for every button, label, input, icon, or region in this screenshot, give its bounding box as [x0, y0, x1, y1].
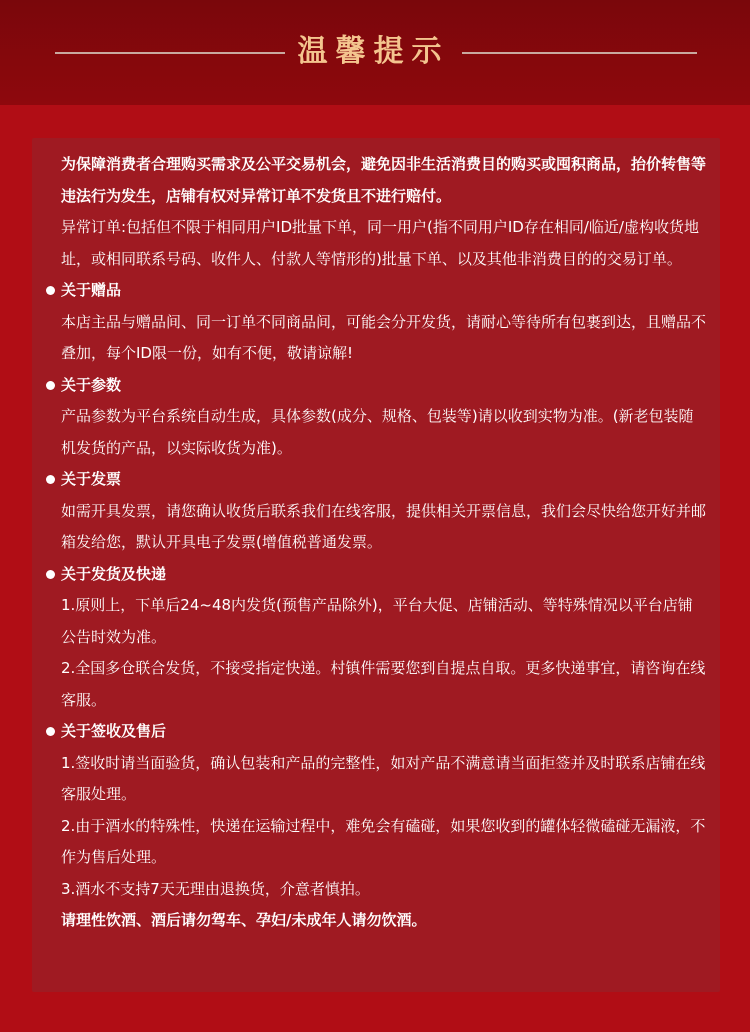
bullet-icon [46, 286, 55, 295]
header-divider-left [55, 52, 285, 54]
section-title-aftersale: 关于签收及售后 [61, 716, 706, 748]
section-title-invoice: 关于发票 [61, 464, 706, 496]
section-text-params: 产品参数为平台系统自动生成，具体参数(成分、规格、包装等)请以收到实物为准。(新老包装随机发货的产品，以实际收货为准)。 [61, 407, 694, 457]
section-text-aftersale-1: 1.签收时请当面验货，确认包装和产品的完整性，如对产品不满意请当面拒签并及时联系店铺在线客服处理。 [61, 753, 706, 803]
header-divider-right [462, 52, 697, 54]
section-text-shipping-2: 2.全国多仓联合发货，不接受指定快递。村镇件需要您到自提点自取。更多快递事宜，请咨询在线客服。 [61, 659, 706, 709]
bullet-icon [46, 570, 55, 579]
section-text-aftersale-3: 3.酒水不支持7天无理由退换货，介意者慎拍。 [61, 879, 370, 898]
intro-bold-text: 为保障消费者合理购买需求及公平交易机会，避免因非生活消费目的购买或囤积商品，抬价转售等违法行为发生，店铺有权对异常订单不发货且不进行赔付。 [61, 155, 707, 205]
intro-text: 异常订单:包括但不限于相同用户ID批量下单，同一用户(指不同用户ID存在相同/临近/虚构收货地址，或相同联系号码、收件人、付款人等情形的)批量下单、以及其他非消费目的的交易订单。 [61, 218, 699, 268]
section-title-shipping: 关于发货及快递 [61, 559, 706, 591]
bullet-icon [46, 475, 55, 484]
bullet-icon [46, 727, 55, 736]
section-text-invoice: 如需开具发票，请您确认收货后联系我们在线客服，提供相关开票信息，我们会尽快给您开好并邮箱发给您，默认开具电子发票(增值税普通发票。 [61, 501, 707, 551]
bullet-icon [46, 381, 55, 390]
section-title-params: 关于参数 [61, 370, 706, 402]
section-text-shipping-1: 1.原则上，下单后24~48内发货(预售产品除外)，平台大促、店铺活动、等特殊情况以平台店铺公告时效为准。 [61, 596, 693, 646]
page-title: 温馨提示 [297, 34, 450, 69]
section-text-aftersale-2: 2.由于酒水的特殊性，快递在运输过程中，难免会有磕碰，如果您收到的罐体轻微磕碰无漏液，不作为售后处理。 [61, 816, 706, 866]
section-text-gifts: 本店主品与赠品间、同一订单不同商品间，可能会分开发货，请耐心等待所有包裹到达，且赠品不叠加，每个ID限一份，如有不便，敬请谅解! [61, 312, 707, 362]
footer-warning: 请理性饮酒、酒后请勿驾车、孕妇/未成年人请勿饮酒。 [61, 911, 427, 929]
notice-content [61, 149, 706, 937]
section-title-gifts: 关于赠品 [61, 275, 706, 307]
header-banner [0, 0, 750, 105]
